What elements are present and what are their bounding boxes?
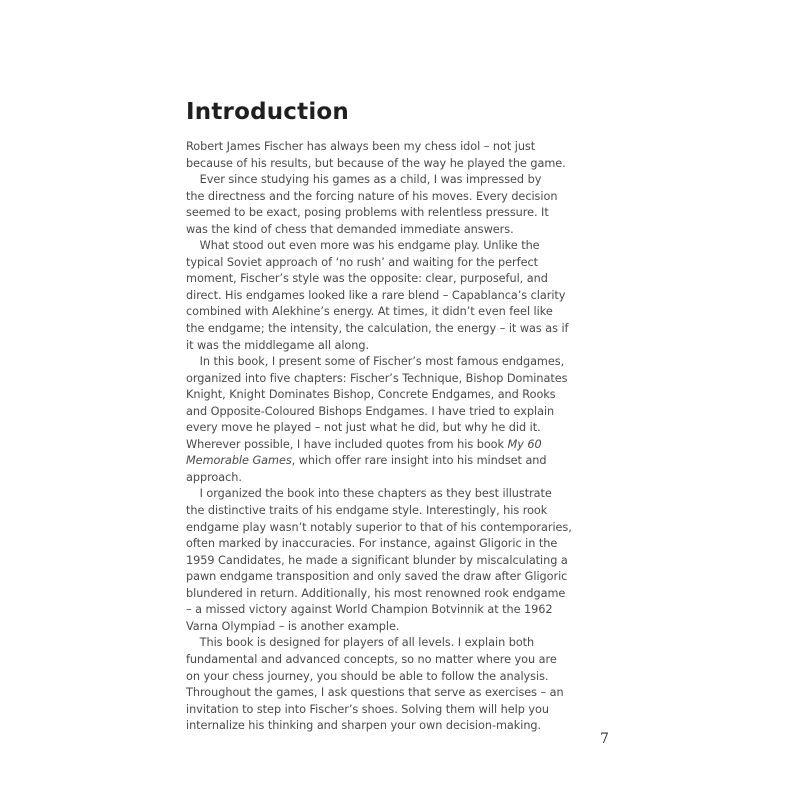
paragraph-6 — [186, 634, 626, 733]
text-line: typical Soviet approach of ‘no rush’ and waiting for the perfect — [186, 254, 538, 269]
book-title-italic: My 60 — [507, 436, 542, 451]
paragraph-4 — [186, 353, 626, 485]
text-line: Varna Olympiad – is another example. — [186, 618, 400, 633]
text-line — [186, 452, 614, 469]
text-line: This book is designed for players of all levels. I explain both — [199, 635, 535, 650]
text-line: because of his results, but because of the way he played the game. — [186, 155, 566, 170]
text-line: and Opposite-Coloured Bishops Endgames. I have tried to explain — [186, 403, 555, 418]
text-line: it was the middlegame all along. — [186, 337, 370, 352]
text-line: endgame play wasn’t notably superior to that of his contemporaries, — [186, 519, 572, 534]
text-segment: Wherever possible, I have included quotes from his book — [186, 436, 508, 451]
text-line: What stood out even more was his endgame play. Unlike the — [199, 238, 540, 253]
text-line: Robert James Fischer has always been my chess idol – not just — [186, 139, 536, 153]
text-line: internalize his thinking and sharpen your own decision-making. — [186, 718, 542, 733]
text-line: approach. — [186, 469, 242, 484]
text-line: the distinctive traits of his endgame style. Interestingly, his rook — [186, 503, 548, 518]
text-line: on your chess journey, you should be able to follow the analysis. — [186, 668, 549, 683]
text-line: was the kind of chess that demanded immediate answers. — [186, 221, 514, 236]
text-line: blundered in return. Additionally, his most renowned rook endgame — [186, 585, 566, 600]
text-segment: , which offer rare insight into his mindset and — [291, 453, 547, 468]
paragraph-3 — [186, 237, 626, 353]
book-title-italic: Memorable Games — [186, 453, 292, 468]
text-line: the endgame; the intensity, the calculation, the energy – it was as if — [186, 321, 569, 336]
text-line — [186, 436, 614, 453]
text-line: direct. His endgames looked like a rare blend – Capablanca’s clarity — [186, 287, 566, 302]
text-line: – a missed victory against World Champion Botvinnik at the 1962 — [186, 602, 553, 617]
paragraph-2 — [186, 171, 626, 237]
text-line: often marked by inaccuracies. For instance, against Gligoric in the — [186, 536, 558, 551]
paragraph-1 — [186, 138, 626, 171]
text-line: 1959 Candidates, he made a significant blunder by miscalculating a — [186, 552, 568, 567]
text-line: seemed to be exact, posing problems with relentless pressure. It — [186, 205, 549, 220]
text-line: Throughout the games, I ask questions that serve as exercises – an — [186, 685, 564, 700]
text-line: fundamental and advanced concepts, so no matter where you are — [186, 651, 557, 666]
text-line: every move he played – not just what he did, but why he did it. — [186, 420, 541, 435]
paragraph-5 — [186, 485, 626, 634]
page-number: 7 — [600, 731, 609, 747]
text-line: moment, Fischer’s style was the opposite: clear, purposeful, and — [186, 271, 548, 286]
text-line: Ever since studying his games as a child, I was impressed by — [199, 172, 542, 187]
page-title: Introduction — [186, 99, 349, 125]
text-line: I organized the book into these chapters as they best illustrate — [199, 486, 552, 501]
text-line: the directness and the forcing nature of his moves. Every decision — [186, 188, 558, 203]
text-line: invitation to step into Fischer’s shoes. Solving them will help you — [186, 701, 549, 716]
text-line: organized into five chapters: Fischer’s Technique, Bishop Dominates — [186, 370, 568, 385]
body-text — [186, 138, 626, 734]
text-line: combined with Alekhine’s energy. At times, it didn’t even feel like — [186, 304, 553, 319]
text-line: In this book, I present some of Fischer’s most famous endgames, — [199, 354, 565, 369]
text-line: Knight, Knight Dominates Bishop, Concrete Endgames, and Rooks — [186, 387, 556, 402]
text-line: pawn endgame transposition and only saved the draw after Gligoric — [186, 569, 568, 584]
